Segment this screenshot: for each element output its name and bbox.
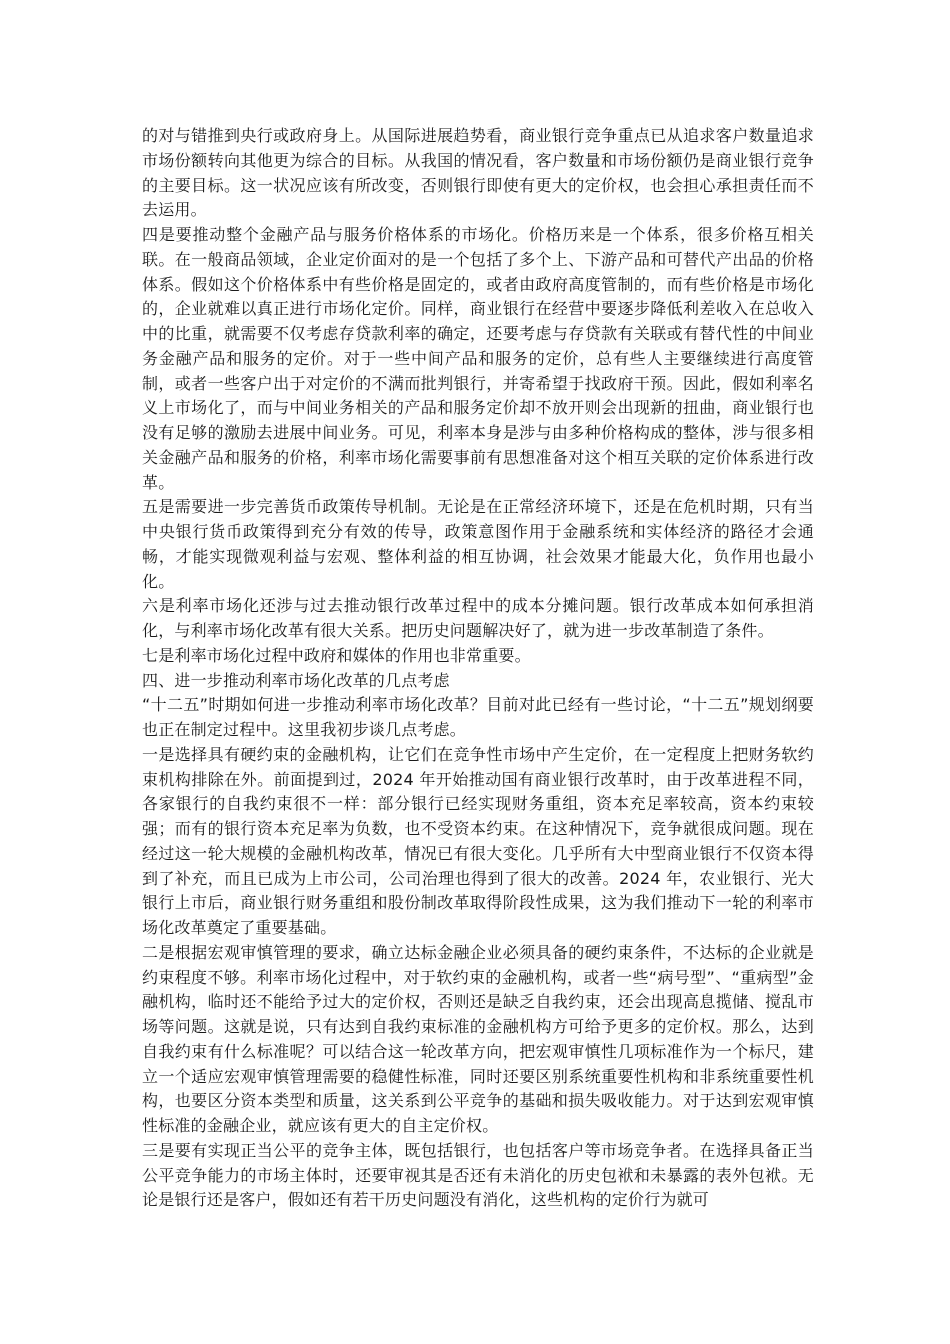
paragraph-point-four: 四是要推动整个金融产品与服务价格体系的市场化。价格历来是一个体系，很多价格互相关联。在一般商品领域，企业定价面对的是一个包括了多个上、下游产品和可替代产出品的价格体系。假如这个价格体系中有些价格是固定的，或者由政府高度管制的，而有些价格是市场化的，企业就难以真正进行市场化定价。同样，商业银行在经营中要逐步降低利差收入在总收入中的比重，就需要不仅考虑存贷款利率的确定，还要考虑与存贷款有关联或有替代性的中间业务金融产品和服务的定价。对于一些中间产品和服务的定价，总有些人主要继续进行高度管制，或者一些客户出于对定价的不满而批判银行，并寄希望于找政府干预。因此，假如利率名义上市场化了，而与中间业务相关的产品和服务定价却不放开则会出现新的扭曲，商业银行也没有足够的激励去进展中间业务。可见，利率本身是涉与由多种价格构成的整体，涉与很多相关金融产品和服务的价格，利率市场化需要事前有思想准备对这个相互关联的定价体系进行改革。 bbox=[142, 225, 814, 492]
paragraph-point-six: 六是利率市场化还涉与过去推动银行改革过程中的成本分摊问题。银行改革成本如何承担消化，与利率市场化改革有很大关系。把历史问题解决好了，就为进一步改革制造了条件。 bbox=[142, 596, 814, 640]
paragraph-first-consideration: 一是选择具有硬约束的金融机构，让它们在竞争性市场中产生定价，在一定程度上把财务软约束机构排除在外。前面提到过，2024 年开始推动国有商业银行改革时，由于改革进程不同，各家银行的自我约束很不一样：部分银行已经实现财务重组，资本充足率较高，资本约束较强；而有的银行资本充足率为负数，也不受资本约束。在这种情况下，竞争就很成问题。现在经过这一轮大规模的金融机构改革，情况已有很大变化。几乎所有大中型商业银行不仅资本得到了补充，而且已成为上市公司，公司治理也得到了很大的改善。2024 年，农业银行、光大银行上市后，商业银行财务重组和股份制改革取得阶段性成果，这为我们推动下一轮的利率市场化改革奠定了重要基础。 bbox=[142, 744, 814, 937]
document-body bbox=[142, 124, 814, 1213]
paragraph-point-five: 五是需要进一步完善货币政策传导机制。无论是在正常经济环境下，还是在危机时期，只有当中央银行货币政策得到充分有效的传导，政策意图作用于金融系统和实体经济的路径才会通畅，才能实现微观利益与宏观、整体利益的相互协调，社会效果才能最大化，负作用也最小化。 bbox=[142, 497, 814, 591]
paragraph-intro: “十二五”时期如何进一步推动利率市场化改革？目前对此已经有一些讨论，“十二五”规划纲要也正在制定过程中。这里我初步谈几点考虑。 bbox=[142, 695, 814, 739]
paragraph-point-seven: 七是利率市场化过程中政府和媒体的作用也非常重要。 bbox=[142, 645, 531, 665]
paragraph-continuation: 的对与错推到央行或政府身上。从国际进展趋势看，商业银行竞争重点已从追求客户数量追求市场份额转向其他更为综合的目标。从我国的情况看，客户数量和市场份额仍是商业银行竞争的主要目标。这一状况应该有所改变，否则银行即使有更大的定价权，也会担心承担责任而不去运用。 bbox=[142, 126, 814, 220]
paragraph-second-consideration: 二是根据宏观审慎管理的要求，确立达标金融企业必须具备的硬约束条件，不达标的企业就是约束程度不够。利率市场化过程中，对于软约束的金融机构，或者一些“病号型”、“重病型”金融机构，临时还不能给予过大的定价权，否则还是缺乏自我约束，还会出现高息揽储、搅乱市场等问题。这就是说，只有达到自我约束标准的金融机构方可给予更多的定价权。那么，达到自我约束有什么标准呢？可以结合这一轮改革方向，把宏观审慎性几项标准作为一个标尺，建立一个适应宏观审慎管理需要的稳健性标准，同时还要区别系统重要性机构和非系统重要性机构，也要区分资本类型和质量，这关系到公平竞争的基础和损失吸收能力。对于达到宏观审慎性标准的金融企业，就应该有更大的自主定价权。 bbox=[142, 942, 814, 1135]
paragraph-third-consideration: 三是要有实现正当公平的竞争主体，既包括银行，也包括客户等市场竞争者。在选择具备正当公平竞争能力的市场主体时，还要审视其是否还有未消化的历史包袱和未暴露的表外包袱。无论是银行还是客户，假如还有若干历史问题没有消化，这些机构的定价行为就可 bbox=[142, 1140, 814, 1210]
section-heading: 四、进一步推动利率市场化改革的几点考虑 bbox=[142, 670, 450, 690]
